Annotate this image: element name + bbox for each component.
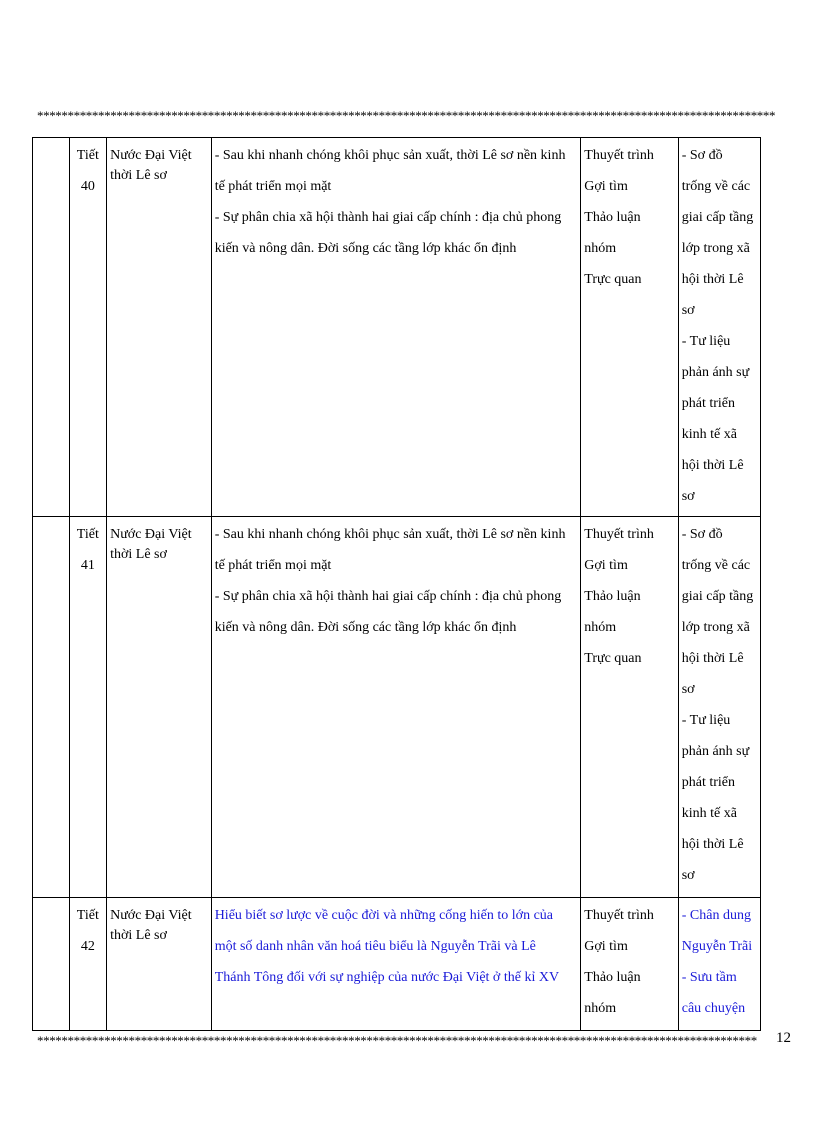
content-line: kiến và nông dân. Đời sống các tầng lớp khác ổn định bbox=[214, 241, 517, 256]
title-line: Nước Đại Việt bbox=[110, 148, 192, 163]
content-line: một số danh nhân văn hoá tiêu biểu là Nguyễn Trãi và Lê bbox=[214, 939, 536, 954]
title-line: thời Lê sơ bbox=[110, 168, 167, 183]
material-line: sơ bbox=[681, 682, 695, 697]
method-line: nhóm bbox=[584, 241, 617, 256]
material-line: - Tư liệu bbox=[681, 713, 731, 728]
content-line: kiến và nông dân. Đời sống các tầng lớp khác ổn định bbox=[214, 620, 517, 635]
title-line: thời Lê sơ bbox=[110, 928, 167, 943]
material-line: giai cấp tầng bbox=[681, 210, 754, 225]
content-line: tế phát triển mọi mặt bbox=[214, 179, 332, 194]
title-line: thời Lê sơ bbox=[110, 547, 167, 562]
lesson-number: 40 bbox=[80, 179, 95, 194]
material-line: - Sơ đồ bbox=[681, 527, 723, 542]
materials-cell bbox=[678, 138, 760, 517]
lesson-label: Tiết bbox=[76, 527, 99, 542]
content-cell bbox=[211, 517, 581, 898]
material-line: câu chuyện bbox=[681, 1001, 746, 1016]
material-line: phản ánh sự bbox=[681, 744, 750, 759]
blank-cell bbox=[33, 138, 70, 517]
material-line: phát triển bbox=[681, 775, 735, 790]
content-line: - Sự phân chia xã hội thành hai giai cấp chính : địa chủ phong bbox=[214, 589, 562, 604]
blank-cell bbox=[33, 898, 70, 1031]
lesson-plan-table bbox=[32, 137, 761, 1031]
method-line: Thuyết trình bbox=[584, 527, 654, 542]
title-line: Nước Đại Việt bbox=[110, 527, 192, 542]
method-line: Trực quan bbox=[584, 272, 642, 287]
lesson-title-cell bbox=[107, 898, 212, 1031]
material-line: - Sơ đồ bbox=[681, 148, 723, 163]
content-line: Thánh Tông đối với sự nghiệp của nước Đại Việt ở thế kỉ XV bbox=[214, 970, 560, 985]
lesson-number: 41 bbox=[80, 558, 95, 573]
table-row bbox=[33, 138, 761, 517]
content-line: - Sự phân chia xã hội thành hai giai cấp chính : địa chủ phong bbox=[214, 210, 562, 225]
method-line: nhóm bbox=[584, 1001, 617, 1016]
content-line: - Sau khi nhanh chóng khôi phục sản xuất, thời Lê sơ nền kinh bbox=[214, 148, 566, 163]
method-line: nhóm bbox=[584, 620, 617, 635]
material-line: - Sưu tầm bbox=[681, 970, 737, 985]
content-line: tế phát triển mọi mặt bbox=[214, 558, 332, 573]
content-line: Hiểu biết sơ lược về cuộc đời và những cống hiến to lớn của bbox=[214, 908, 554, 923]
title-line: Nước Đại Việt bbox=[110, 908, 192, 923]
header-separator: ************************************************************************************************************************* bbox=[37, 108, 776, 123]
material-line: lớp trong xã bbox=[681, 620, 750, 635]
method-line: Gợi tìm bbox=[584, 558, 628, 573]
material-line: trống về các bbox=[681, 558, 751, 573]
blank-cell bbox=[33, 517, 70, 898]
material-line: kinh tế xã bbox=[681, 806, 737, 821]
material-line: sơ bbox=[681, 868, 695, 883]
table-row bbox=[33, 898, 761, 1031]
material-line: trống về các bbox=[681, 179, 751, 194]
content-cell bbox=[211, 898, 581, 1031]
material-line: sơ bbox=[681, 489, 695, 504]
lesson-number-cell bbox=[69, 517, 107, 898]
content-cell bbox=[211, 138, 581, 517]
methods-cell bbox=[581, 898, 678, 1031]
method-line: Thuyết trình bbox=[584, 908, 654, 923]
materials-cell bbox=[678, 517, 760, 898]
material-line: Nguyễn Trãi bbox=[681, 939, 753, 954]
lesson-number-cell bbox=[69, 138, 107, 517]
lesson-label: Tiết bbox=[76, 148, 99, 163]
method-line: Trực quan bbox=[584, 651, 642, 666]
material-line: hội thời Lê bbox=[681, 837, 744, 852]
material-line: phản ánh sự bbox=[681, 365, 750, 380]
footer-separator: ********************************************************************************************************************** bbox=[37, 1033, 757, 1048]
method-line: Gợi tìm bbox=[584, 179, 628, 194]
material-line: hội thời Lê bbox=[681, 651, 744, 666]
method-line: Thảo luận bbox=[584, 970, 641, 985]
lesson-title-cell bbox=[107, 517, 212, 898]
lesson-number-cell bbox=[69, 898, 107, 1031]
lesson-label: Tiết bbox=[76, 908, 99, 923]
page-number: 12 bbox=[776, 1030, 791, 1046]
content-line: - Sau khi nhanh chóng khôi phục sản xuất, thời Lê sơ nền kinh bbox=[214, 527, 566, 542]
methods-cell bbox=[581, 517, 678, 898]
method-line: Gợi tìm bbox=[584, 939, 628, 954]
material-line: sơ bbox=[681, 303, 695, 318]
material-line: hội thời Lê bbox=[681, 458, 744, 473]
table-row bbox=[33, 517, 761, 898]
lesson-title-cell bbox=[107, 138, 212, 517]
material-line: lớp trong xã bbox=[681, 241, 750, 256]
method-line: Thảo luận bbox=[584, 210, 641, 225]
material-line: phát triển bbox=[681, 396, 735, 411]
material-line: kinh tế xã bbox=[681, 427, 737, 442]
methods-cell bbox=[581, 138, 678, 517]
method-line: Thảo luận bbox=[584, 589, 641, 604]
lesson-number: 42 bbox=[80, 939, 95, 954]
material-line: hội thời Lê bbox=[681, 272, 744, 287]
method-line: Thuyết trình bbox=[584, 148, 654, 163]
material-line: - Tư liệu bbox=[681, 334, 731, 349]
material-line: - Chân dung bbox=[681, 908, 751, 923]
material-line: giai cấp tầng bbox=[681, 589, 754, 604]
materials-cell bbox=[678, 898, 760, 1031]
